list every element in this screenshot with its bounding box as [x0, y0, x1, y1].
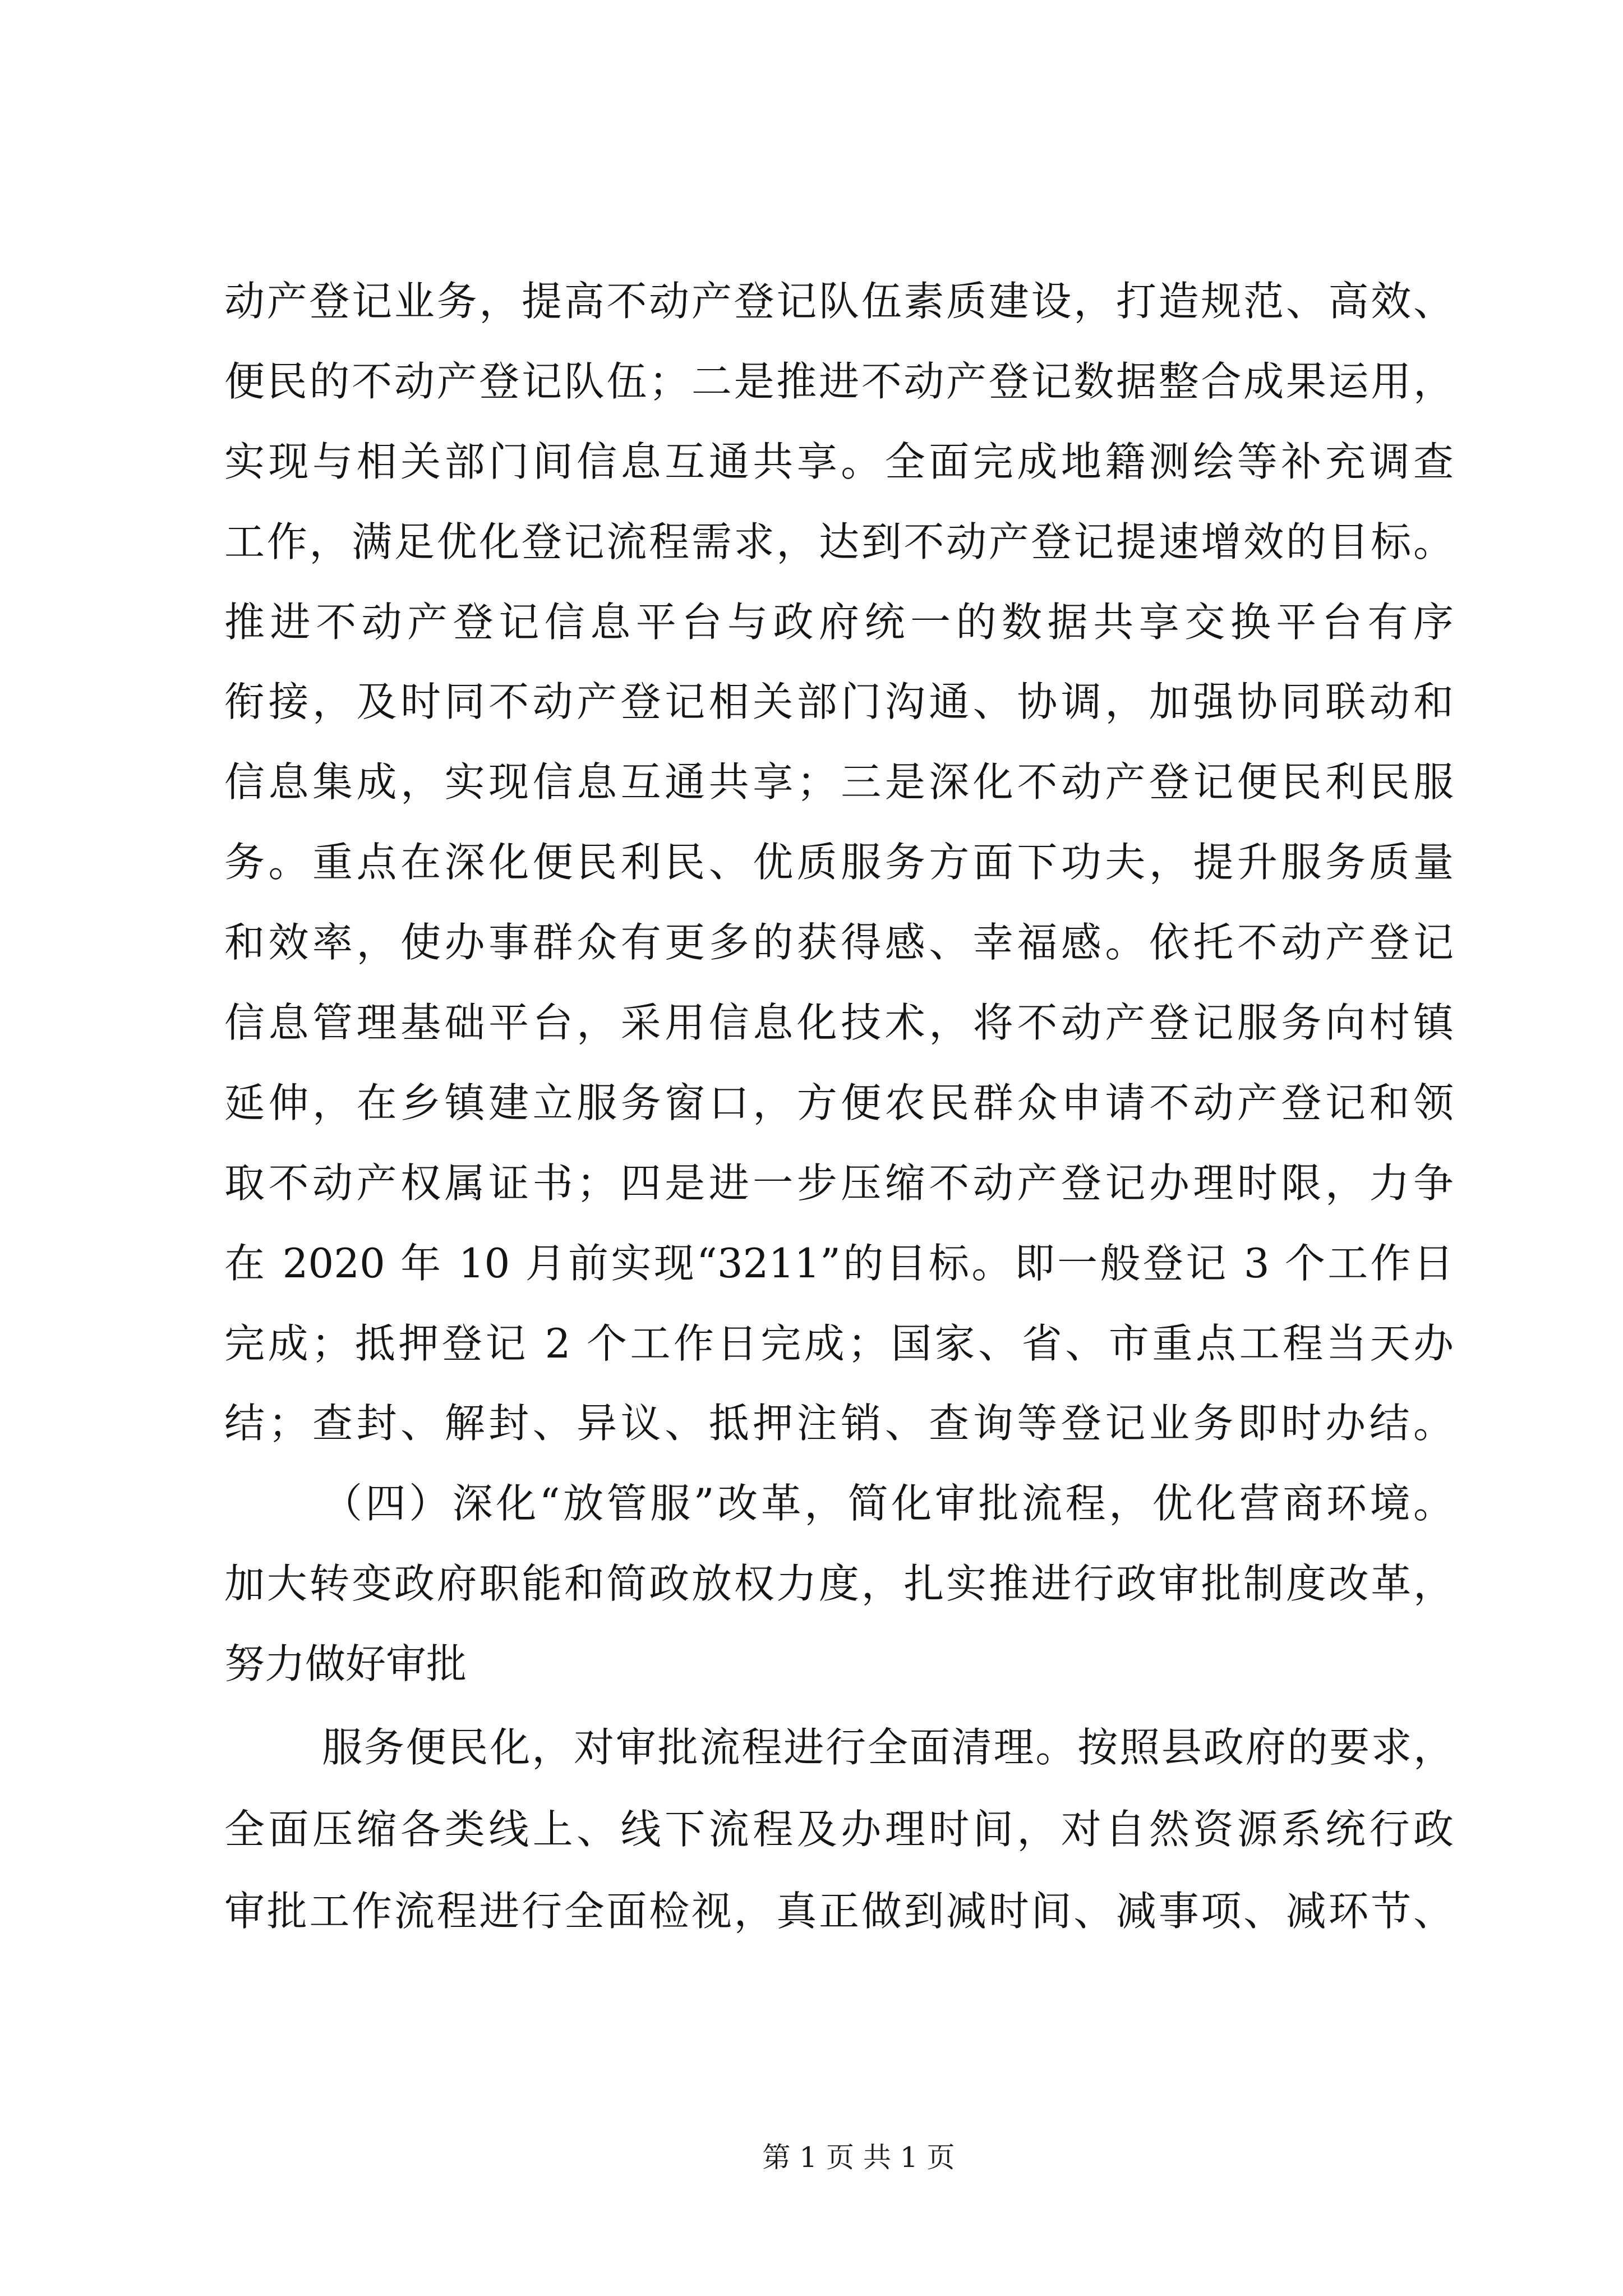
text-line: 审批工作流程进行全面检视，真正做到减时间、减事项、减环节、: [224, 1888, 1454, 1935]
text-line: 服务便民化，对审批流程进行全面清理。按照县政府的要求，: [322, 1724, 1454, 1772]
section-heading-line: （四）深化“放管服”改革，简化审批流程，优化营商环境。: [322, 1480, 1454, 1527]
text-line: 结；查封、解封、异议、抵押注销、查询等登记业务即时办结。: [224, 1400, 1454, 1447]
text-line: 取不动产权属证书；四是进一步压缩不动产登记办理时限，力争: [224, 1159, 1454, 1207]
page-number-label: 第 1 页 共 1 页: [762, 2141, 955, 2174]
document-body: [224, 261, 1454, 1952]
text-line: 信息集成，实现信息互通共享；三是深化不动产登记便民利民服: [224, 758, 1454, 806]
text-line: 工作，满足优化登记流程需求，达到不动产登记提速增效的目标。: [224, 518, 1454, 565]
paragraph-3: [224, 1706, 1454, 1952]
text-line: 实现与相关部门间信息互通共享。全面完成地籍测绘等补充调查: [224, 438, 1454, 485]
text-line: 信息管理基础平台，采用信息化技术，将不动产登记服务向村镇: [224, 999, 1454, 1047]
text-line: 延伸，在乡镇建立服务窗口，方便农民群众申请不动产登记和领: [224, 1079, 1454, 1126]
page-footer: [746, 2137, 971, 2178]
text-line: 动产登记业务，提高不动产登记队伍素质建设，打造规范、高效、: [224, 278, 1454, 325]
text-line: 全面压缩各类线上、线下流程及办理时间，对自然资源系统行政: [224, 1806, 1454, 1853]
text-line: 完成；抵押登记 2 个工作日完成；国家、省、市重点工程当天办: [224, 1319, 1454, 1367]
text-line: 在 2020 年 10 月前实现“3211”的目标。即一般登记 3 个工作日: [224, 1239, 1454, 1287]
text-line: 努力做好审批: [224, 1640, 467, 1688]
text-line: 便民的不动产登记队伍；二是推进不动产登记数据整合成果运用，: [224, 357, 1454, 405]
text-line: 和效率，使办事群众有更多的获得感、幸福感。依托不动产登记: [224, 919, 1454, 967]
paragraph-1: [224, 261, 1454, 1464]
text-line: 务。重点在深化便民利民、优质服务方面下功夫，提升服务质量: [224, 839, 1454, 886]
paragraph-2: [224, 1464, 1454, 1704]
text-line: 衔接，及时同不动产登记相关部门沟通、协调，加强协同联动和: [224, 678, 1454, 726]
text-line: 加大转变政府职能和简政放权力度，扎实推进行政审批制度改革，: [224, 1560, 1454, 1608]
text-line: 推进不动产登记信息平台与政府统一的数据共享交换平台有序: [224, 598, 1454, 646]
